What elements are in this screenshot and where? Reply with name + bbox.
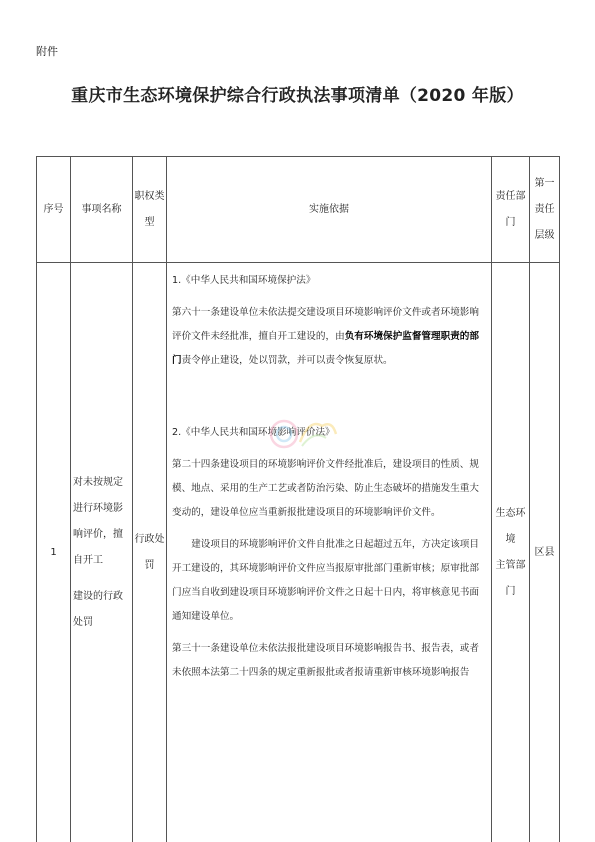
header-basis — [167, 157, 491, 262]
row-responsible-dept — [492, 263, 529, 842]
basis-article: 第三十一条建设单位未依法报批建设项目环境影响报告书、报告表，或者未依照本法第二十四条的规定重新报批或者报请重新审核环境影响报告 — [172, 643, 479, 678]
header-authority-type — [133, 157, 166, 262]
item-name-line: 对未按规定 — [73, 476, 123, 488]
basis-article: 建设项目的环境影响评价文件自批准之日起超过五年，方决定该项目开工建设的，其环境影响评价文件应当报原审批部门重新审核；原审批部门应当自收到建设项目环境影响评价文件之日起十日内，将审核意见书面通知建设单位。 — [172, 539, 479, 622]
item-name-line: 响评价，擅 — [73, 528, 123, 540]
header-responsibility-level-label: 第一 — [534, 177, 555, 189]
basis-text: 第六十一条建设单位未依法提交建设项目环境影响评价文件或者环境影响评价文件未经批准，擅自开工建设的，由 — [172, 307, 479, 342]
row-responsibility-level — [530, 263, 559, 842]
responsible-dept-line: 主管部 — [495, 559, 526, 571]
header-responsibility-level — [530, 157, 559, 262]
row-item-name — [73, 263, 131, 842]
item-name-line: 处罚 — [73, 616, 93, 628]
basis-law-title: 1.《中华人民共和国环境保护法》 — [172, 275, 316, 286]
header-seq-label: 序号 — [43, 203, 64, 215]
header-authority-type-label: 职权类 — [134, 190, 165, 202]
responsible-dept-line: 门 — [505, 585, 516, 597]
header-responsible-dept-label: 门 — [505, 216, 516, 228]
basis-article — [172, 301, 487, 373]
header-item-name-label: 事项名称 — [81, 203, 122, 215]
row-authority-type — [133, 263, 166, 842]
basis-law-title: 2.《中华人民共和国环境影响评价法》 — [172, 427, 335, 438]
header-responsibility-level-label: 层级 — [534, 229, 555, 241]
header-basis-label: 实施依据 — [309, 203, 349, 215]
item-name-line: 建设的行政 — [73, 590, 123, 602]
header-responsible-dept-label: 责任部 — [495, 190, 526, 202]
header-seq — [37, 157, 70, 262]
basis-text-emphasis: 负有环境保护监督管理职责的部门 — [172, 331, 479, 366]
document-title: 重庆市生态环境保护综合行政执法事项清单（2020 年版） — [71, 86, 524, 106]
header-responsible-dept — [492, 157, 529, 262]
responsible-dept-line: 生态环 — [495, 507, 526, 519]
responsible-dept-line: 境 — [505, 533, 516, 545]
header-responsibility-level-label: 责任 — [534, 203, 555, 215]
header-authority-type-label: 型 — [144, 216, 155, 228]
basis-text: 责令停止建设，处以罚款，并可以责令恢复原状。 — [181, 355, 393, 366]
attachment-label: 附件 — [36, 45, 58, 58]
implementation-basis — [167, 263, 491, 685]
item-name-line: 进行环境影 — [73, 502, 123, 514]
responsibility-level-value: 区县 — [534, 546, 555, 558]
item-name-line: 自开工 — [73, 554, 103, 566]
row-seq-value: 1 — [50, 546, 57, 558]
header-item-name — [71, 157, 132, 262]
row-seq — [37, 263, 70, 842]
enforcement-items-table — [36, 156, 560, 842]
basis-article: 第二十四条建设项目的环境影响评价文件经批准后，建设项目的性质、规模、地点、采用的生产工艺或者防治污染、防止生态破坏的措施发生重大变动的，建设单位应当重新报批建设项目的环境影响评价文件。 — [172, 459, 479, 518]
authority-type-value: 行政处罚 — [134, 533, 165, 571]
